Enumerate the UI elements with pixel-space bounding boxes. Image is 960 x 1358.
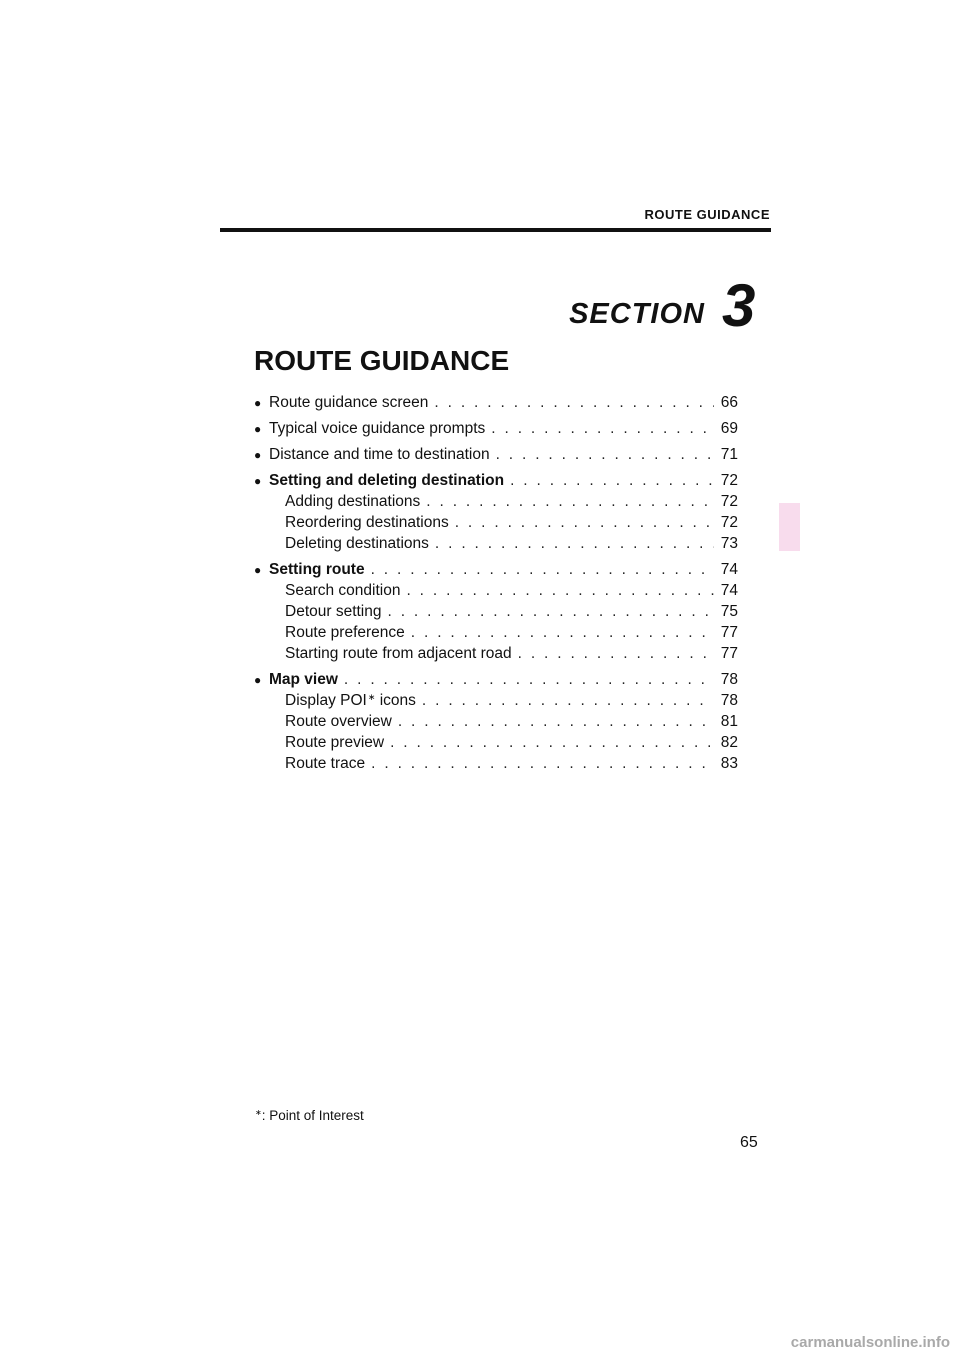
toc-entry-page: 78 — [720, 671, 738, 688]
toc-entry-page: 75 — [720, 603, 738, 620]
dot-leader — [491, 420, 714, 438]
toc-entry-label: Route overview — [285, 713, 392, 730]
toc-entry-page: 81 — [720, 713, 738, 730]
bullet-icon: ● — [254, 448, 262, 462]
toc-entry-page: 72 — [720, 472, 738, 489]
toc-entry-page: 78 — [720, 692, 738, 709]
dot-leader — [422, 692, 714, 710]
dot-leader — [344, 671, 714, 689]
bullet-icon: ● — [254, 422, 262, 436]
toc-entry-page: 69 — [720, 420, 738, 437]
asterisk-marker: ∗ — [367, 692, 376, 702]
toc-entry-page: 72 — [720, 493, 738, 510]
bullet-icon: ● — [254, 396, 262, 410]
toc-entry-label: Adding destinations — [285, 493, 421, 510]
toc-entry-label: Setting route — [269, 561, 365, 578]
dot-leader — [388, 603, 715, 621]
toc-entry-distance-and-time[interactable] — [254, 446, 738, 467]
toc-entry-label: Detour setting — [285, 603, 382, 620]
bullet-icon: ● — [254, 563, 262, 577]
dot-leader — [510, 472, 714, 490]
toc-entry-page: 71 — [720, 446, 738, 463]
toc-entry-route-preview[interactable] — [254, 734, 738, 755]
toc-entry-label: Route preview — [285, 734, 385, 751]
dot-leader — [398, 713, 714, 731]
toc-entry-page: 77 — [720, 624, 738, 641]
dot-leader — [426, 493, 714, 511]
toc-entry-route-guidance-screen[interactable] — [254, 394, 738, 415]
toc-entry-label: Reordering destinations — [285, 514, 449, 531]
toc-entry-adding-destinations[interactable] — [254, 493, 738, 514]
dot-leader — [371, 561, 714, 579]
toc-entry-typical-voice-guidance-prompts[interactable] — [254, 420, 738, 441]
toc-entry-display-poi-icons[interactable] — [254, 692, 738, 713]
toc-entry-label-text: Display POI — [285, 692, 367, 709]
toc-entry-starting-route-adjacent-road[interactable] — [254, 645, 738, 666]
footnote-text: : Point of Interest — [261, 1108, 364, 1123]
bullet-icon: ● — [254, 673, 262, 687]
dot-leader — [390, 734, 714, 752]
toc-entry-label — [285, 692, 416, 710]
dot-leader — [411, 624, 714, 642]
toc-entry-label: Search condition — [285, 582, 401, 599]
bullet-icon: ● — [254, 474, 262, 488]
toc-entry-deleting-destinations[interactable] — [254, 535, 738, 556]
toc-entry-setting-and-deleting-destination[interactable] — [254, 472, 738, 493]
toc-entry-page: 83 — [720, 755, 738, 772]
toc-entry-route-trace[interactable] — [254, 755, 738, 776]
toc-entry-label: Route trace — [285, 755, 366, 772]
dot-leader — [455, 514, 714, 532]
toc-entry-page: 73 — [720, 535, 738, 552]
watermark: carmanualsonline.info — [790, 1334, 950, 1351]
dot-leader — [406, 582, 714, 600]
toc-entry-route-overview[interactable] — [254, 713, 738, 734]
toc-entry-label: Route preference — [285, 624, 405, 641]
toc-entry-label: Route guidance screen — [269, 394, 429, 411]
header-rule — [220, 228, 771, 232]
section-number: 3 — [722, 272, 756, 339]
toc-entry-label: Starting route from adjacent road — [285, 645, 512, 662]
toc-entry-label: Typical voice guidance prompts — [269, 420, 486, 437]
toc-entry-page: 72 — [720, 514, 738, 531]
toc-entry-label: Deleting destinations — [285, 535, 429, 552]
toc-entry-page: 66 — [720, 394, 738, 411]
table-of-contents — [254, 392, 738, 776]
dot-leader — [496, 446, 714, 464]
running-header: ROUTE GUIDANCE — [644, 207, 770, 222]
footnote — [255, 1108, 364, 1123]
dot-leader — [518, 645, 714, 663]
toc-entry-reordering-destinations[interactable] — [254, 514, 738, 535]
toc-entry-label: Map view — [269, 671, 338, 688]
toc-entry-map-view[interactable] — [254, 671, 738, 692]
dot-leader — [434, 394, 714, 412]
toc-entry-page: 74 — [720, 582, 738, 599]
toc-entry-label-suffix: icons — [375, 692, 416, 709]
toc-entry-route-preference[interactable] — [254, 624, 738, 645]
toc-entry-page: 74 — [720, 561, 738, 578]
toc-entry-page: 82 — [720, 734, 738, 751]
asterisk-marker: ∗ — [255, 1108, 262, 1117]
toc-entry-label: Setting and deleting destination — [269, 472, 505, 489]
toc-entry-setting-route[interactable] — [254, 561, 738, 582]
dot-leader — [435, 535, 714, 553]
toc-entry-page: 77 — [720, 645, 738, 662]
toc-entry-label: Distance and time to destination — [269, 446, 490, 463]
toc-entry-detour-setting[interactable] — [254, 603, 738, 624]
toc-entry-search-condition[interactable] — [254, 582, 738, 603]
section-label: SECTION — [569, 298, 705, 330]
section-thumb-tab — [779, 503, 800, 551]
dot-leader — [371, 755, 714, 773]
page-number: 65 — [740, 1134, 758, 1151]
chapter-title: ROUTE GUIDANCE — [254, 345, 510, 376]
